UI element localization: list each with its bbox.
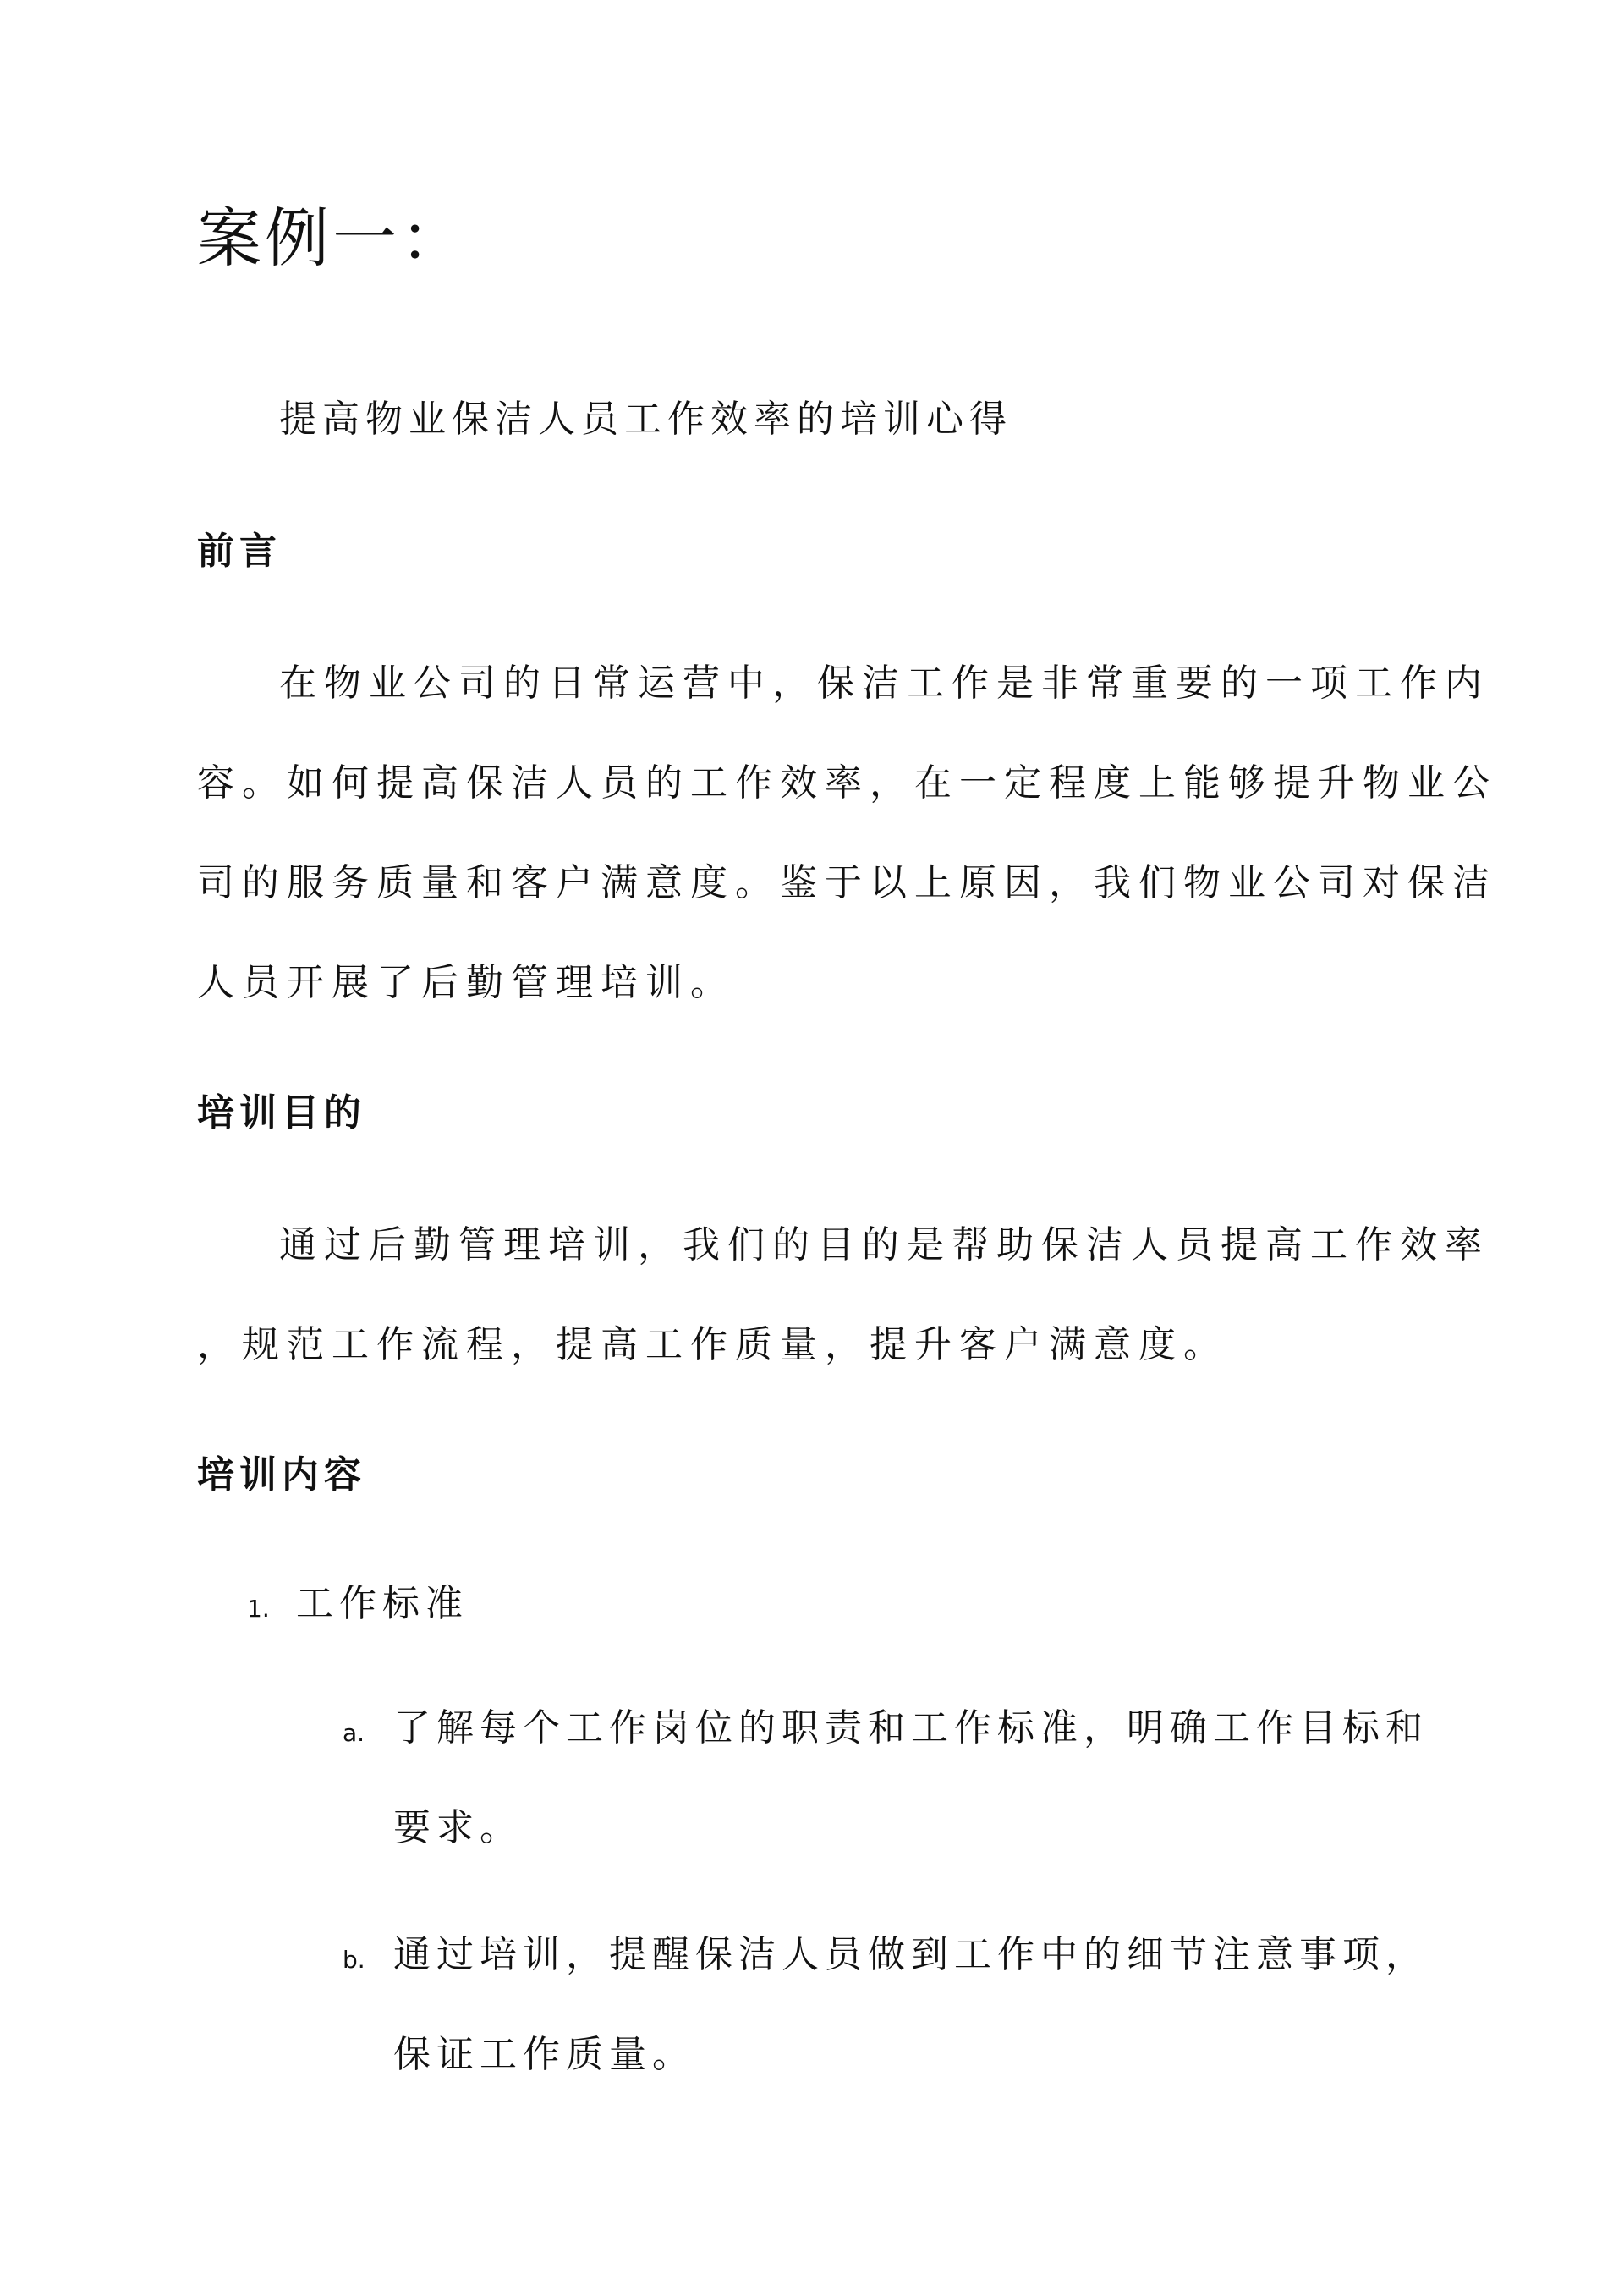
purpose-line: ，规范工作流程，提高工作质量，提升客户满意度。 bbox=[197, 1323, 1228, 1366]
preface-line: 容。如何提高保洁人员的工作效率，在一定程度上能够提升物业公 bbox=[197, 761, 1497, 805]
document-subtitle: 提高物业保洁人员工作效率的培训心得 bbox=[279, 398, 1012, 441]
sublist-marker: a. bbox=[343, 1719, 365, 1747]
preface-line: 司的服务质量和客户满意度。鉴于以上原因，我们物业公司对保洁 bbox=[197, 861, 1497, 904]
sublist-marker: b. bbox=[343, 1946, 365, 1974]
document-title: 案例一： bbox=[197, 200, 468, 276]
sublist-line: 了解每个工作岗位的职责和工作标准，明确工作目标和 bbox=[393, 1706, 1429, 1749]
sublist-line: 要求。 bbox=[393, 1806, 523, 1849]
preface-line: 人员开展了后勤管理培训。 bbox=[197, 961, 735, 1004]
section-heading-content: 培训内容 bbox=[197, 1453, 366, 1497]
preface-line: 在物业公司的日常运营中，保洁工作是非常重要的一项工作内 bbox=[279, 662, 1490, 705]
purpose-line: 通过后勤管理培训，我们的目的是帮助保洁人员提高工作效率 bbox=[279, 1223, 1490, 1266]
list-marker: 1. bbox=[247, 1595, 270, 1623]
sublist-line: 通过培训，提醒保洁人员做到工作中的细节注意事项， bbox=[393, 1933, 1429, 1976]
list-item-label: 工作标准 bbox=[296, 1582, 469, 1625]
sublist-line: 保证工作质量。 bbox=[393, 2033, 695, 2076]
section-heading-preface: 前言 bbox=[197, 530, 282, 573]
section-heading-purpose: 培训目的 bbox=[197, 1091, 366, 1134]
